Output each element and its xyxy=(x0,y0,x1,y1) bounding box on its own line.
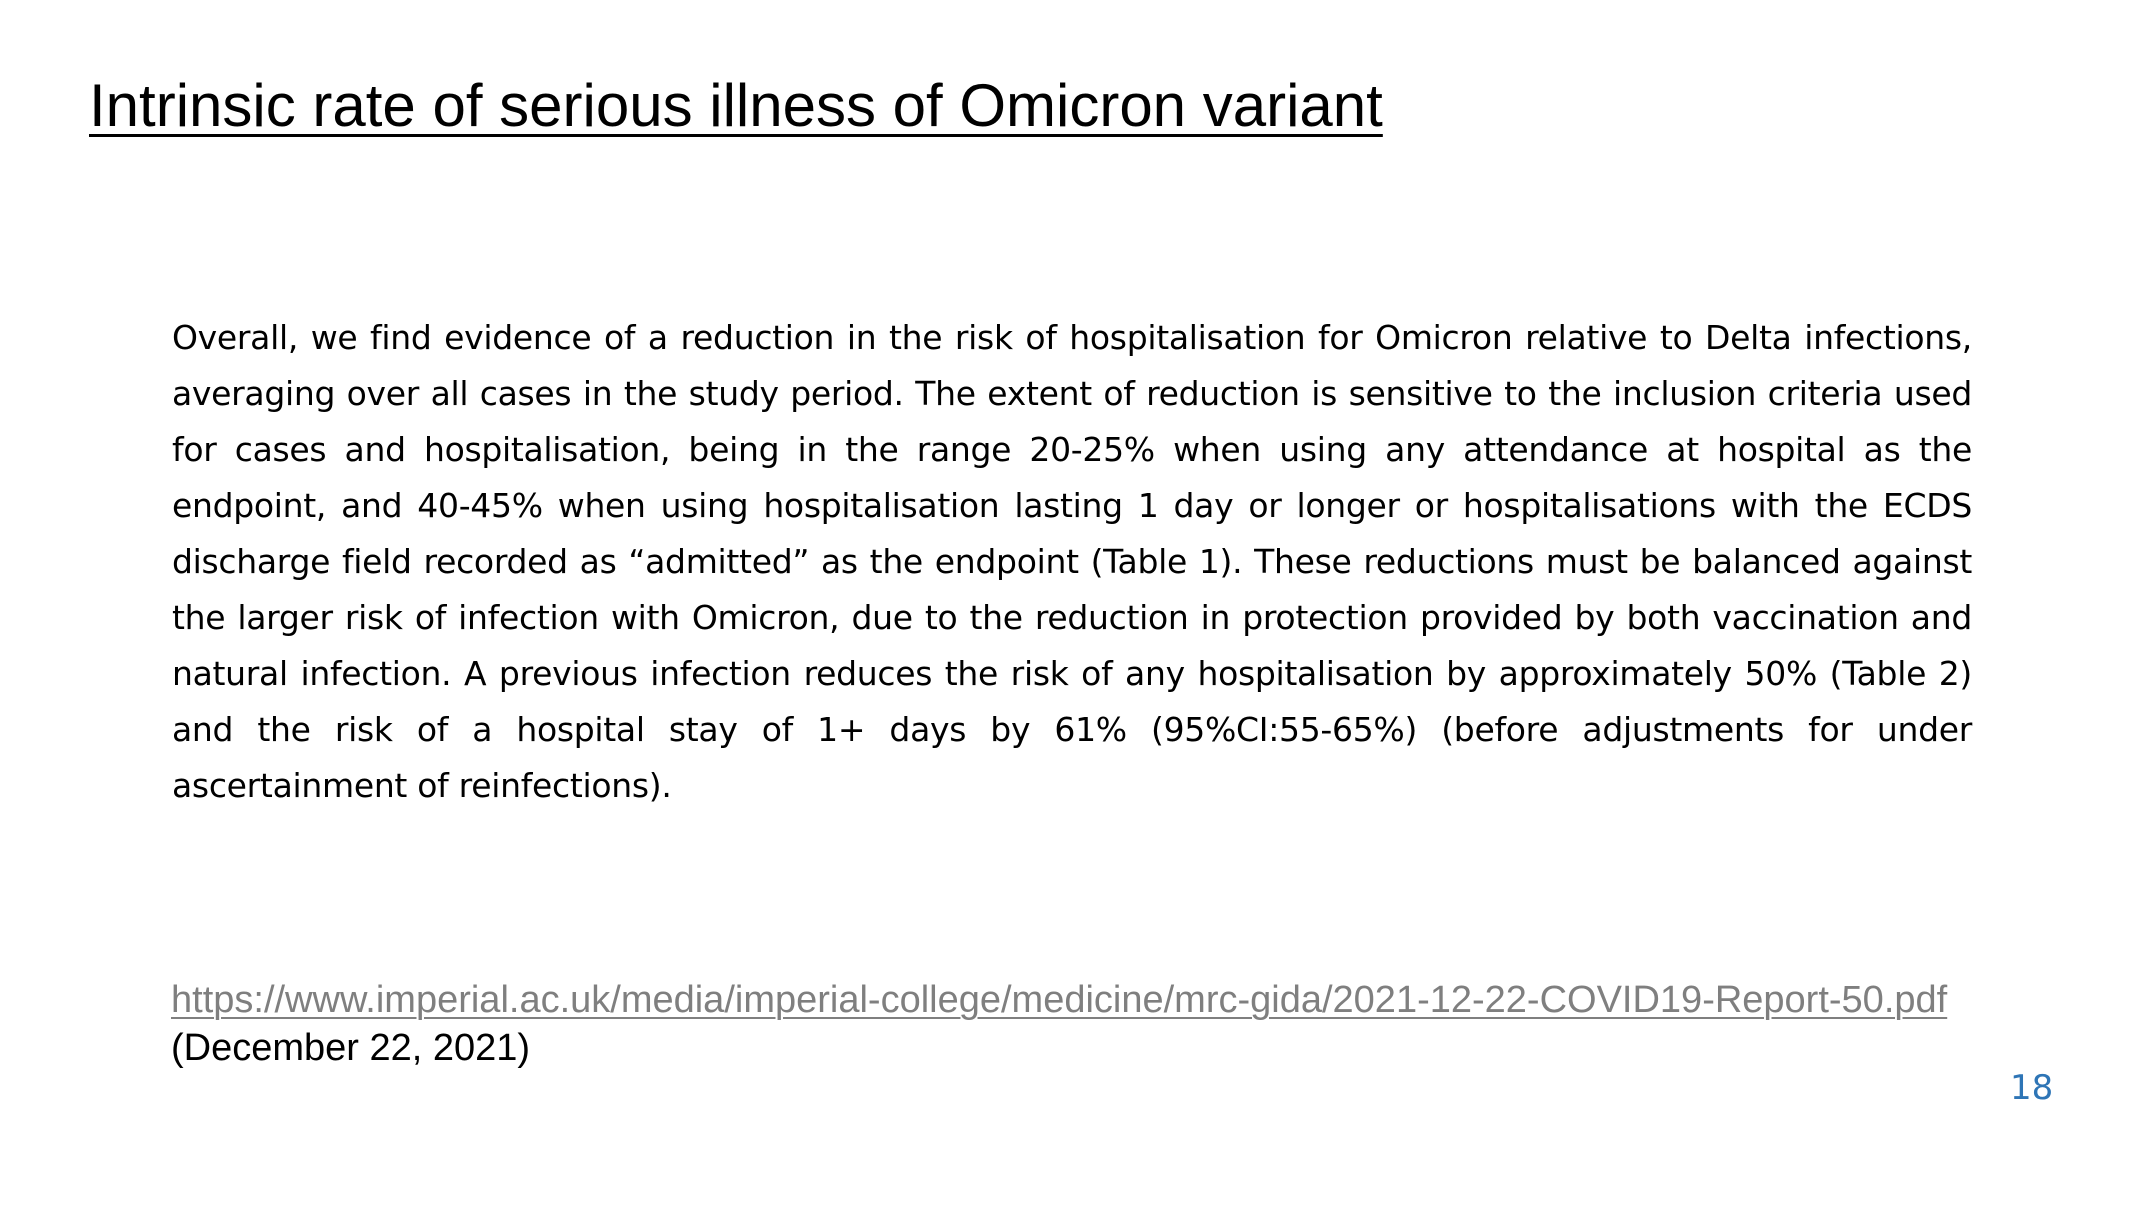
reference-date: (December 22, 2021) xyxy=(171,1027,531,1069)
page-number: 18 xyxy=(2010,1068,2054,1108)
slide-title: Intrinsic rate of serious illness of Omicron variant xyxy=(89,72,1383,139)
body-paragraph: Overall, we find evidence of a reduction in the risk of hospitalisation for Omicron relative to Delta infections, averaging over all cases in the study period. The extent of reduction is sensitive to the inclusion criteria used for cases and hospitalisation, being in the range 20-25% when using any attendance at hospital as the endpoint, and 40-45% when using hospitalisation lasting 1 day or longer or hospitalisations with the ECDS discharge field recorded as “admitted” as the endpoint (Table 1). These reductions must be balanced against the larger risk of infection with Omicron, due to the reduction in protection provided by both vaccination and natural infection. A previous infection reduces the risk of any hospitalisation by approximately 50% (Table 2) and the risk of a hospital stay of 1+ days by 61% (95%CI:55-65%) (before adjustments for under ascertainment of reinfections). xyxy=(172,318,1972,805)
reference-citation xyxy=(171,976,2071,1072)
reference-link[interactable]: https://www.imperial.ac.uk/media/imperial-college/medicine/mrc-gida/2021-12-22-COVID19-Report-50.pdf xyxy=(171,979,1948,1021)
